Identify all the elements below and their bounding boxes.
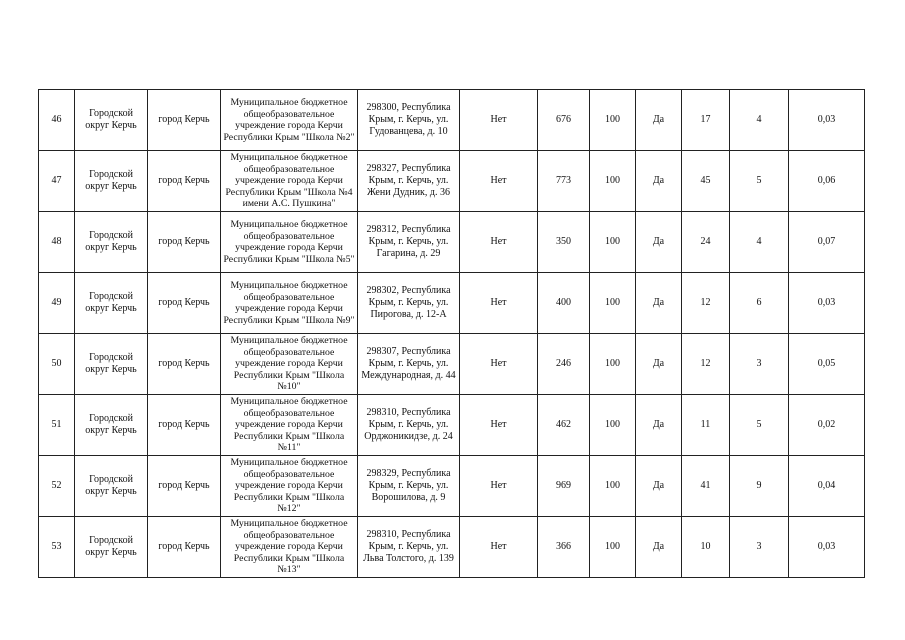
- institution-cell: Муниципальное бюджетное общеобразовательное учреждение города Керчи Республики Крым "Школа №11": [221, 395, 358, 456]
- value5-cell: 0,04: [789, 456, 865, 517]
- flag-cell: Нет: [460, 151, 538, 212]
- okrug-cell: Городской округ Керчь: [75, 395, 148, 456]
- institution-cell: Муниципальное бюджетное общеобразовательное учреждение города Керчи Республики Крым "Школа №10": [221, 334, 358, 395]
- value5-cell: 0,05: [789, 334, 865, 395]
- row-number-cell: 52: [39, 456, 75, 517]
- institution-cell: Муниципальное бюджетное общеобразовательное учреждение города Керчи Республики Крым "Школа №4 имени А.С. Пушкина": [221, 151, 358, 212]
- table-row: [39, 273, 865, 334]
- table-row: [39, 90, 865, 151]
- yes-cell: Да: [636, 90, 682, 151]
- table-row: [39, 151, 865, 212]
- yes-cell: Да: [636, 395, 682, 456]
- flag-cell: Нет: [460, 90, 538, 151]
- value5-cell: 0,03: [789, 90, 865, 151]
- yes-cell: Да: [636, 151, 682, 212]
- value4-cell: 5: [730, 395, 789, 456]
- value5-cell: 0,03: [789, 517, 865, 578]
- value3-cell: 12: [682, 273, 730, 334]
- value4-cell: 3: [730, 517, 789, 578]
- city-cell: город Керчь: [148, 273, 221, 334]
- value1-cell: 773: [538, 151, 590, 212]
- institution-cell: Муниципальное бюджетное общеобразовательное учреждение города Керчи Республики Крым "Школа №13": [221, 517, 358, 578]
- flag-cell: Нет: [460, 212, 538, 273]
- okrug-cell: Городской округ Керчь: [75, 517, 148, 578]
- city-cell: город Керчь: [148, 517, 221, 578]
- table-body: [39, 90, 865, 578]
- value4-cell: 6: [730, 273, 789, 334]
- table-row: [39, 334, 865, 395]
- city-cell: город Керчь: [148, 456, 221, 517]
- table-row: [39, 212, 865, 273]
- value2-cell: 100: [590, 212, 636, 273]
- institution-cell: Муниципальное бюджетное общеобразовательное учреждение города Керчи Республики Крым "Школа №5": [221, 212, 358, 273]
- value5-cell: 0,02: [789, 395, 865, 456]
- value3-cell: 11: [682, 395, 730, 456]
- city-cell: город Керчь: [148, 90, 221, 151]
- institution-cell: Муниципальное бюджетное общеобразовательное учреждение города Керчи Республики Крым "Школа №12": [221, 456, 358, 517]
- okrug-cell: Городской округ Керчь: [75, 456, 148, 517]
- value4-cell: 3: [730, 334, 789, 395]
- okrug-cell: Городской округ Керчь: [75, 273, 148, 334]
- value1-cell: 366: [538, 517, 590, 578]
- city-cell: город Керчь: [148, 212, 221, 273]
- flag-cell: Нет: [460, 395, 538, 456]
- value4-cell: 4: [730, 212, 789, 273]
- value2-cell: 100: [590, 151, 636, 212]
- value1-cell: 676: [538, 90, 590, 151]
- row-number-cell: 49: [39, 273, 75, 334]
- schools-table: [38, 89, 865, 578]
- institution-cell: Муниципальное бюджетное общеобразовательное учреждение города Керчи Республики Крым "Школа №2": [221, 90, 358, 151]
- value2-cell: 100: [590, 456, 636, 517]
- flag-cell: Нет: [460, 334, 538, 395]
- address-cell: 298327, Республика Крым, г. Керчь, ул. Жени Дудник, д. 36: [358, 151, 460, 212]
- value3-cell: 45: [682, 151, 730, 212]
- value4-cell: 9: [730, 456, 789, 517]
- address-cell: 298307, Республика Крым, г. Керчь, ул. Международная, д. 44: [358, 334, 460, 395]
- yes-cell: Да: [636, 212, 682, 273]
- okrug-cell: Городской округ Керчь: [75, 334, 148, 395]
- address-cell: 298312, Республика Крым, г. Керчь, ул. Гагарина, д. 29: [358, 212, 460, 273]
- flag-cell: Нет: [460, 517, 538, 578]
- yes-cell: Да: [636, 517, 682, 578]
- table-row: [39, 517, 865, 578]
- yes-cell: Да: [636, 456, 682, 517]
- yes-cell: Да: [636, 334, 682, 395]
- address-cell: 298329, Республика Крым, г. Керчь, ул. Ворошилова, д. 9: [358, 456, 460, 517]
- value5-cell: 0,07: [789, 212, 865, 273]
- value2-cell: 100: [590, 273, 636, 334]
- table-row: [39, 456, 865, 517]
- flag-cell: Нет: [460, 273, 538, 334]
- address-cell: 298310, Республика Крым, г. Керчь, ул. Льва Толстого, д. 139: [358, 517, 460, 578]
- address-cell: 298300, Республика Крым, г. Керчь, ул. Гудованцева, д. 10: [358, 90, 460, 151]
- value2-cell: 100: [590, 517, 636, 578]
- value4-cell: 4: [730, 90, 789, 151]
- value2-cell: 100: [590, 90, 636, 151]
- value1-cell: 462: [538, 395, 590, 456]
- address-cell: 298302, Республика Крым, г. Керчь, ул. Пирогова, д. 12-А: [358, 273, 460, 334]
- table-row: [39, 395, 865, 456]
- city-cell: город Керчь: [148, 151, 221, 212]
- value3-cell: 17: [682, 90, 730, 151]
- okrug-cell: Городской округ Керчь: [75, 90, 148, 151]
- institution-cell: Муниципальное бюджетное общеобразовательное учреждение города Керчи Республики Крым "Школа №9": [221, 273, 358, 334]
- okrug-cell: Городской округ Керчь: [75, 151, 148, 212]
- value2-cell: 100: [590, 395, 636, 456]
- value5-cell: 0,03: [789, 273, 865, 334]
- value1-cell: 350: [538, 212, 590, 273]
- row-number-cell: 50: [39, 334, 75, 395]
- value5-cell: 0,06: [789, 151, 865, 212]
- value4-cell: 5: [730, 151, 789, 212]
- okrug-cell: Городской округ Керчь: [75, 212, 148, 273]
- row-number-cell: 48: [39, 212, 75, 273]
- value1-cell: 246: [538, 334, 590, 395]
- value2-cell: 100: [590, 334, 636, 395]
- value3-cell: 24: [682, 212, 730, 273]
- row-number-cell: 51: [39, 395, 75, 456]
- yes-cell: Да: [636, 273, 682, 334]
- value3-cell: 12: [682, 334, 730, 395]
- city-cell: город Керчь: [148, 334, 221, 395]
- value1-cell: 969: [538, 456, 590, 517]
- row-number-cell: 46: [39, 90, 75, 151]
- flag-cell: Нет: [460, 456, 538, 517]
- row-number-cell: 47: [39, 151, 75, 212]
- value3-cell: 41: [682, 456, 730, 517]
- row-number-cell: 53: [39, 517, 75, 578]
- city-cell: город Керчь: [148, 395, 221, 456]
- value3-cell: 10: [682, 517, 730, 578]
- value1-cell: 400: [538, 273, 590, 334]
- address-cell: 298310, Республика Крым, г. Керчь, ул. Орджоникидзе, д. 24: [358, 395, 460, 456]
